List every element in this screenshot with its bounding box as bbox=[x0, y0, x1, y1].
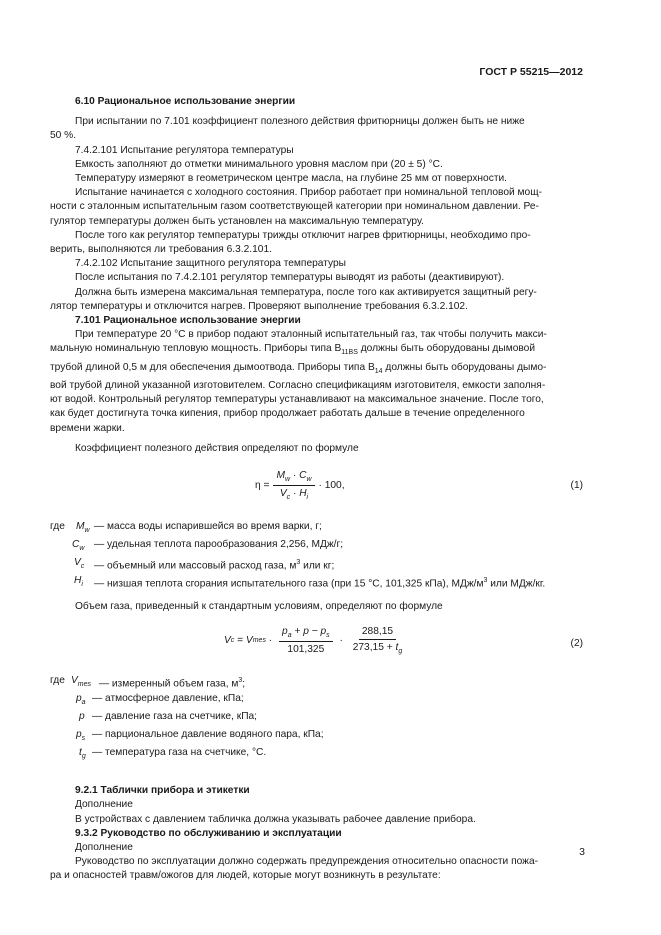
text-line: Емкость заполняют до отметки минимального уровня маслом при (20 ± 5) °С. bbox=[75, 158, 443, 170]
formula-2: V c = V mes · $\frac{p_a + p - p_s}{101,325}$ · $\frac{288,15}{273,15 + t_g}$ (2) bbox=[224, 626, 583, 656]
text-line: Объем газа, приведенный к стандартным условиям, определяют по формуле bbox=[75, 600, 443, 612]
definition-row: $H_i$ — низшая теплота сгорания испытательного газа (при 15 °С, 101,325 кПа), МДж/$м^3$ или МДж/кг. bbox=[74, 574, 546, 590]
definition-row: p — давление газа на счетчике, кПа; bbox=[79, 711, 258, 723]
definition-row: где $M_w$ — масса воды испарившейся во время варки, г; bbox=[50, 520, 322, 534]
text-line: После того как регулятор температуры трижды отключит нагрев фритюрницы, необходимо про- bbox=[75, 229, 531, 241]
definition-row: $p_s$ — парциональное давление водяного пара, кПа; bbox=[76, 729, 324, 743]
text-line: времени жарки. bbox=[50, 422, 125, 434]
section-9-2-1-title: 9.2.1 Таблички прибора и этикетки bbox=[75, 785, 250, 797]
text-line: При испытании по 7.101 коэффициент полезного действия фритюрницы должен быть не ниже bbox=[75, 116, 525, 128]
formula-1-lhs: η = bbox=[255, 479, 270, 491]
text-line: ра и опасностей травм/ожогов для людей, которые могут возникнуть в результате: bbox=[50, 870, 441, 882]
text-line: как будет достигнута точка кипения, прибор продолжает работать дальше в течение определенного bbox=[50, 408, 525, 420]
text-line: 7.4.2.101 Испытание регулятора температуры bbox=[75, 144, 294, 156]
text-line: ют водой. Контрольный регулятор температуры устанавливают на максимальное значение. После того, bbox=[50, 394, 544, 406]
text-line: При температуре 20 °С в прибор подают эталонный испытательный газ, так чтобы получить макси- bbox=[75, 329, 547, 341]
definition-row: $t_g$ — температура газа на счетчике, °С. bbox=[79, 747, 267, 761]
text-line: После испытания по 7.4.2.101 регулятор температуры выводят из работы (деактивируют). bbox=[75, 272, 505, 284]
definition-row: $p_a$ — атмосферное давление, кПа; bbox=[76, 693, 244, 707]
text-line: Должна быть измерена максимальная температура, после того как активируется защитный регу- bbox=[75, 286, 537, 298]
text-line: Дополнение bbox=[75, 799, 133, 811]
page-number: 3 bbox=[579, 846, 585, 858]
formula-2-fraction-b: $\frac{288,15}{273,15 + t_g}$ bbox=[352, 626, 403, 656]
formula-1 bbox=[50, 466, 585, 512]
text-line: 7.4.2.102 Испытание защитного регулятора температуры bbox=[75, 258, 346, 270]
formula-2-number: (2) bbox=[570, 638, 583, 650]
text-line: Испытание начинается с холодного состояния. Прибор работает при номинальной тепловой мощ- bbox=[75, 187, 542, 199]
formula-1-number: (1) bbox=[570, 479, 583, 491]
text-line: 50 %. bbox=[50, 130, 77, 142]
text-line: трубой длиной 0,5 м для обеспечения дымоотвода. Приборы типа $В_{14}$ должны быть оборудованы дымо- bbox=[50, 361, 547, 375]
formula-1-fraction: $\frac{M_w \cdot C_w}{V_c \cdot H_i}$ bbox=[273, 470, 314, 501]
formula-1-tail: · 100, bbox=[318, 479, 345, 491]
definition-row: $V_c$ — объемный или массовый расход газа, $м^3$ или кг; bbox=[74, 556, 335, 572]
text-line: лятор температуры и отключится нагрев. Проверяют выполнение требования 6.3.2.102. bbox=[50, 300, 468, 312]
text-line: Руководство по эксплуатации должно содержать предупреждения относительно опасности пожа- bbox=[75, 856, 539, 868]
text-line: В устройствах с давлением табличка должна указывать рабочее давление прибора. bbox=[75, 813, 476, 825]
text-line: мальную номинальную тепловую мощность. Приборы типа $В_{11BS}$ должны быть оборудованы дымовой bbox=[50, 343, 536, 357]
text-line: вой трубой длиной указанной изготовителем. Согласно спецификациям изготовителя, емкости заполня- bbox=[50, 379, 546, 391]
text-line: гулятор температуры должен быть установлен на максимальную температуру. bbox=[50, 215, 424, 227]
definition-row: где $V_{mes}$ — измеренный объем газа, $м^3$; bbox=[50, 675, 246, 690]
section-9-3-2-title: 9.3.2 Руководство по обслуживанию и эксплуатации bbox=[75, 827, 342, 839]
text-line: ности с эталонным испытательным газом соответствующей категории при номинальном давлении. Ре- bbox=[50, 201, 539, 213]
text-line: верить, выполняются ли требования 6.3.2.101. bbox=[50, 244, 272, 256]
text-line: Коэффициент полезного действия определяют по формуле bbox=[75, 442, 359, 454]
text-line: Температуру измеряют в геометрическом центре масла, на глубине 25 мм от поверхности. bbox=[75, 173, 508, 185]
section-6-10-title: 6.10 Рациональное использование энергии bbox=[75, 96, 296, 107]
formula-2-fraction-a: $\frac{p_a + p - p_s}{101,325}$ bbox=[279, 626, 333, 655]
section-7-101-title: 7.101 Рациональное использование энергии bbox=[75, 315, 301, 327]
document-header-id: ГОСТ Р 55215—2012 bbox=[479, 66, 583, 78]
definition-row: $C_w$ — удельная теплота парообразования 2,256, МДж/г; bbox=[72, 538, 344, 552]
document-body bbox=[50, 95, 585, 884]
text-line: Дополнение bbox=[75, 841, 133, 853]
